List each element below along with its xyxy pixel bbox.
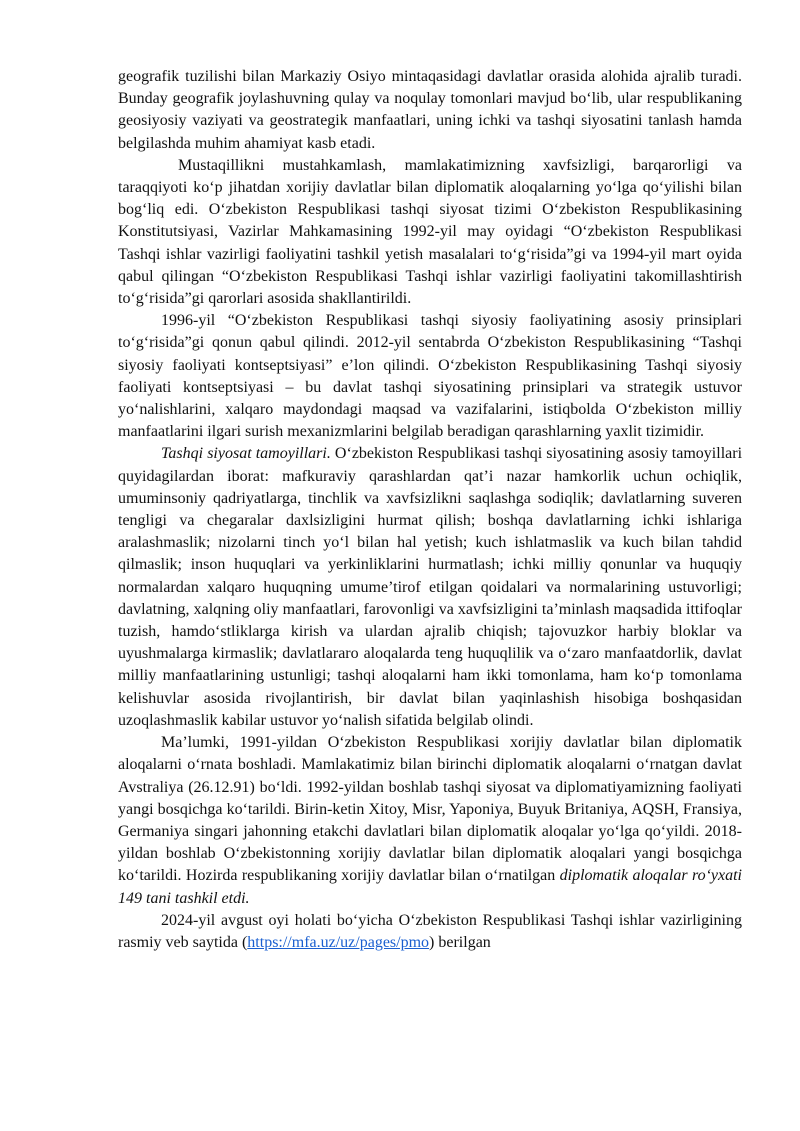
paragraph-text: Ma’lumki, 1991-yildan O‘zbekiston Respublikasi xorijiy davlatlar bilan diplomatik aloqalarni o‘rnata boshladi. Mamlakatimiz bilan birinchi diplomatik aloqalarni o‘rnatgan davlat Avstraliya (26.12.91) bo‘ldi. 1992-yildan boshlab tashqi siyosat va diplomatiyamizning faoliyati yangi bosqichga ko‘tarildi. Birin-ketin Xitoy, Misr, Yaponiya, Buyuk Britaniya, AQSH, Fransiya, Germaniya singari jahonning etakchi davlatlari bilan diplomatik aloqalar yo‘lga qo‘yildi. 2018-yildan boshlab O‘zbekistonning xorijiy davlatlar bilan diplomatik aloqalari yangi bosqichga ko‘tarildi. Hozirda respublikaning xorijiy davlatlar bilan o‘rnatilgan xyxy=(118,734,742,885)
paragraph-diplomatic-relations xyxy=(118,732,742,910)
paragraph-text: ) berilgan xyxy=(429,933,491,951)
paragraph-mfa-website xyxy=(118,910,742,954)
paragraph-text: 1996-yil “O‘zbekiston Respublikasi tashqi siyosiy faoliyatining asosiy prinsiplari to‘g‘risida”gi qonun qabul qilindi. 2012-yil sentabrda O‘zbekiston Respublikasining “Tashqi siyosiy faoliyati kontseptsiyasi” e’lon qilindi. O‘zbekiston Respublikasining Tashqi siyosiy faoliyati kontseptsiyasi – bu davlat tashqi siyosatining prinsiplari va strategik ustuvor yo‘nalishlarini, xalqaro maydondagi maqsad va vazifalarini, istiqbolda O‘zbekiston milliy manfaatlarini ilgari surish mexanizmlarini belgilab beradigan qarashlarning yaxlit tizimidir. xyxy=(118,312,742,441)
paragraph-text: Mustaqillikni mustahkamlash, mamlakatimizning xavfsizligi, barqarorligi va taraqqiyoti ko‘p jihatdan xorijiy davlatlar bilan diplomatik aloqalarning yo‘lga qo‘yilishi bilan bog‘liq edi. O‘zbekiston Respublikasi tashqi siyosat tizimi O‘zbekiston Respublikasining Konstitutsiyasi, Vazirlar Mahkamasining 1992-yil may oyidagi “O‘zbekiston Respublikasi Tashqi ishlar vazirligi faoliyatini tashkil yetish masalalari to‘g‘risida”gi va 1994-yil mart oyida qabul qilingan “O‘zbekiston Respublikasi Tashqi ishlar vazirligi faoliyatini takomillashtirish to‘g‘risida”gi qarorlari asosida shakllantirildi. xyxy=(118,156,742,308)
paragraph-text: geografik tuzilishi bilan Markaziy Osiyo mintaqasidagi davlatlar orasida alohida ajralib turadi. Bunday geografik joylashuvning qulay va noqulay tomonlari mavjud bo‘lib, ular respublikaning geosiyosiy vaziyati va geostrategik manfaatlari, uning ichki va tashqi siyosatini tanlash hamda belgilashda muhim ahamiyat kasb etadi. xyxy=(118,68,742,152)
mfa-website-link[interactable]: https://mfa.uz/uz/pages/pmo xyxy=(247,933,430,951)
paragraph-principles xyxy=(118,443,742,732)
paragraph-independence xyxy=(118,155,742,310)
document-page xyxy=(118,66,742,954)
paragraph-text: 2024-yil avgust oyi holati bo‘yicha O‘zbekiston Respublikasi Tashqi ishlar vazirligining rasmiy veb saytida ( xyxy=(118,911,742,951)
paragraph-text: O‘zbekiston Respublikasi tashqi siyosatining asosiy tamoyillari quyidagilardan iborat: mafkuraviy qarashlardan qat’i nazar hamkorlik uchun ochiqlik, umuminsoniy qadriyatlarga, tinchlik va xavfsizlikni saqlashga sodiqlik; davlatlarning suveren tengligi va chegaralar daxlsizligini hurmat qilish; boshqa davlatlarning ichki ishlariga aralashmaslik; nizolarni tinch yo‘l bilan hal yetish; kuch ishlatmaslik va kuch bilan tahdid qilmaslik; inson huquqlari va yerkinliklarini hurmatlash; ichki milliy qonunlar va huquqiy normalardan xalqaro huquqning umume’tirof etilgan qoidalari va normalarining ustuvorligi; davlatning, xalqning oliy manfaatlari, farovonligi va xavfsizligini ta’minlash maqsadida ittifoqlar tuzish, hamdo‘stliklarga kirish va ulardan ajralib chiqish; tajovuzkor harbiy bloklar va uyushmalarga kirmaslik; davlatlararo aloqalarda teng huquqlilik va o‘zaro manfaatdorlik, davlat milliy manfaatlarining ustunligi; tashqi aloqalarni ham ikki tomonlama, ham ko‘p tomonlama kelishuvlar asosida rivojlantirish, bir davlat bilan yaqinlashish hisobiga boshqasidan uzoqlashmaslik kabilar ustuvor yo‘nalish sifatida belgilab olindi. xyxy=(118,445,743,729)
principles-heading: Tashqi siyosat tamoyillari. xyxy=(161,445,331,463)
paragraph-geography xyxy=(118,66,742,155)
diplomatic-list-emphasis: diplomatik aloqalar ro‘yxati 149 tani tashkil etdi. xyxy=(118,867,743,907)
paragraph-1996-law xyxy=(118,310,742,443)
